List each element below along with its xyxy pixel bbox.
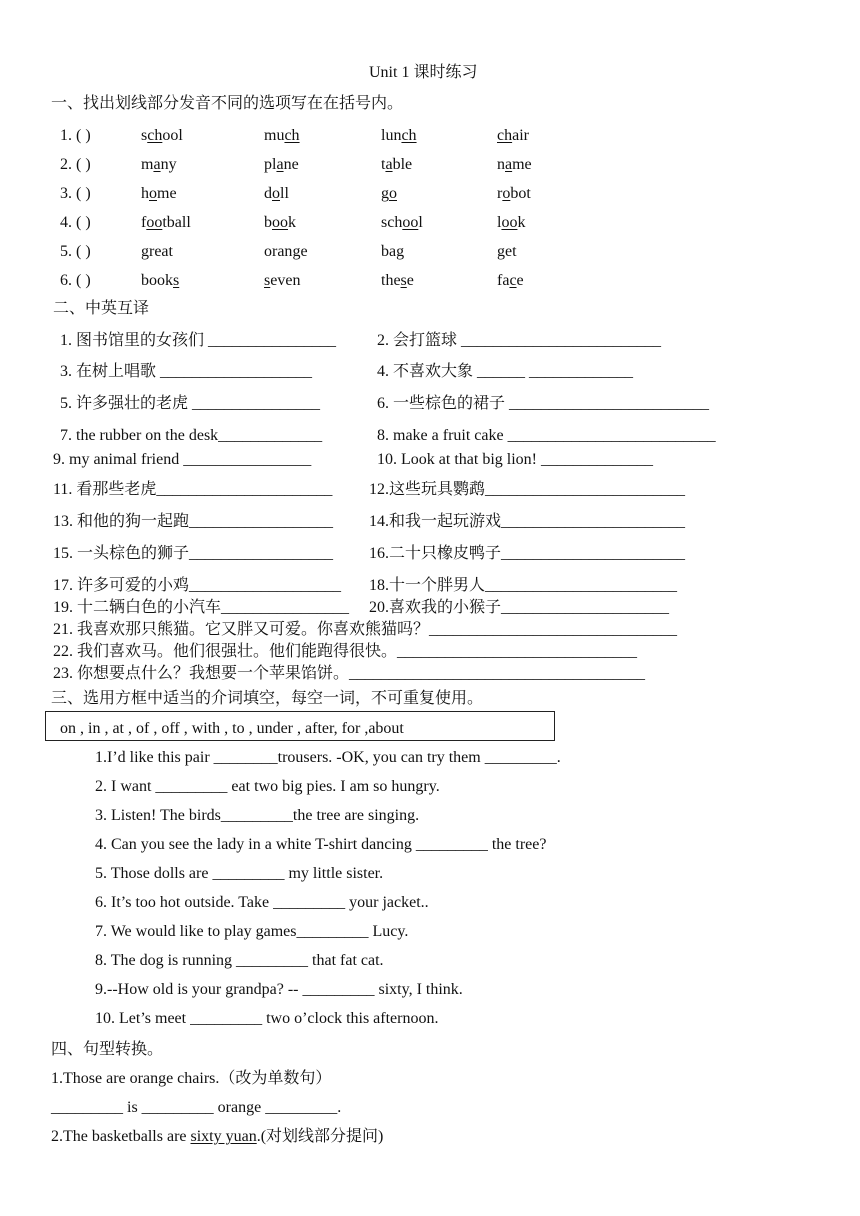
underlined-letters: g (292, 243, 301, 260)
blank-sentence: 1.I’d like this pair ________trousers. -OK, you can try them _________. (95, 749, 561, 766)
translation-item: 20.喜欢我的小猴子_____________________ (369, 599, 670, 616)
option-word: home (141, 185, 177, 202)
option-word: many (141, 156, 177, 173)
option-word: lunch (381, 127, 417, 144)
blank-sentence: 5. Those dolls are _________ my little sister. (95, 865, 384, 882)
underlined-letters: o (149, 185, 157, 202)
option-word: bag (381, 243, 405, 260)
blank-sentence: 9.--How old is your grandpa? -- _________ sixty, I think. (95, 981, 463, 998)
option-word: table (381, 156, 413, 173)
underlined-letters: o (389, 185, 397, 202)
option-word: go (381, 185, 397, 202)
option-word: orange (264, 243, 308, 260)
option-word: much (264, 127, 300, 144)
underlined-letters: s (264, 272, 271, 289)
preposition-list: on , in , at , of , off , with , to , under , after, for ,about (60, 720, 404, 737)
underlined-letters: c (509, 272, 517, 289)
answer-bracket: 5. ( ) (60, 243, 91, 260)
underlined-letters: oo (146, 214, 163, 231)
underlined-letters: ch (284, 127, 300, 144)
translation-item: 2. 会打篮球 _________________________ (377, 332, 662, 349)
option-word: school (381, 214, 423, 231)
underlined-letters: a (276, 156, 284, 173)
section3-heading: 三、选用方框中适当的介词填空，每空一词，不可重复使用。 (51, 690, 484, 707)
translation-item: 13. 和他的狗一起跑__________________ (53, 513, 334, 530)
option-word: these (381, 272, 414, 289)
translation-item: 15. 一头棕色的狮子__________________ (53, 545, 334, 562)
option-word: name (497, 156, 532, 173)
transform-question-1: 1.Those are orange chairs.（改为单数句） (51, 1070, 332, 1087)
translation-item: 6. 一些棕色的裙子 _________________________ (377, 395, 710, 412)
option-word: plane (264, 156, 299, 173)
option-word: get (497, 243, 517, 260)
translation-item: 7. the rubber on the desk_____________ (60, 427, 323, 444)
underlined-letters: oo (272, 214, 288, 231)
translation-item: 8. make a fruit cake __________________________ (377, 427, 716, 444)
translation-item: 16.二十只橡皮鸭子_______________________ (369, 545, 686, 562)
blank-sentence: 3. Listen! The birds_________the tree are singing. (95, 807, 420, 824)
underlined-letters: g (497, 243, 505, 260)
section4-heading: 四、句型转换。 (51, 1041, 164, 1058)
underlined-letters: a (153, 156, 161, 173)
section1-heading: 一、找出划线部分发音不同的选项写在在括号内。 (51, 95, 404, 112)
option-word: school (141, 127, 183, 144)
translation-item: 14.和我一起玩游戏_______________________ (369, 513, 686, 530)
answer-bracket: 3. ( ) (60, 185, 91, 202)
underlined-letters: a (505, 156, 513, 173)
translation-item: 21. 我喜欢那只熊猫。它又胖又可爱。你喜欢熊猫吗？_______________________________ (53, 621, 678, 638)
transform-question-2 (51, 1129, 383, 1145)
underlined-letters: oo (402, 214, 419, 231)
translation-item: 22. 我们喜欢马。他们很强壮。他们能跑得很快。______________________________ (53, 643, 638, 660)
translation-item: 18.十一个胖男人________________________ (369, 577, 678, 594)
option-word: doll (264, 185, 289, 202)
option-word: books (141, 272, 180, 289)
translation-item: 10. Look at that big lion! ______________ (377, 451, 653, 468)
underlined-letters: a (385, 156, 393, 173)
underlined-letters: oo (501, 214, 518, 231)
option-word: look (497, 214, 526, 231)
blank-sentence: 8. The dog is running _________ that fat cat. (95, 952, 384, 969)
blank-sentence: 4. Can you see the lady in a white T-shirt dancing _________ the tree? (95, 836, 547, 853)
blank-sentence: 7. We would like to play games_________ Lucy. (95, 923, 409, 940)
option-word: great (141, 243, 173, 260)
underlined-letters: g (396, 243, 405, 260)
q2-text: 2.The basketballs are (51, 1128, 191, 1145)
underlined-letters: s (173, 272, 180, 289)
q2-note: .(对划线部分提问) (256, 1128, 384, 1145)
translation-item: 9. my animal friend ________________ (53, 451, 312, 468)
translation-item: 12.这些玩具鹦鹉_________________________ (369, 481, 686, 498)
translation-item: 19. 十二辆白色的小汽车________________ (53, 599, 350, 616)
blank-sentence: 2. I want _________ eat two big pies. I am so hungry. (95, 778, 440, 795)
option-word: seven (264, 272, 301, 289)
section2-heading: 二、中英互译 (53, 300, 150, 317)
option-word: face (497, 272, 524, 289)
transform-answer-1: _________ is _________ orange _________. (51, 1099, 342, 1116)
underlined-letters: g (141, 243, 149, 260)
q2-underlined: sixty yuan (190, 1128, 257, 1145)
blank-sentence: 10. Let’s meet _________ two o’clock this afternoon. (95, 1010, 439, 1027)
answer-bracket: 1. ( ) (60, 127, 91, 144)
page-title: Unit 1 课时练习 (369, 64, 478, 81)
translation-item: 23. 你想要点什么？我想要一个苹果馅饼。_____________________________________ (53, 665, 646, 682)
underlined-letters: ch (497, 127, 513, 144)
underlined-letters: ch (147, 127, 163, 144)
translation-item: 4. 不喜欢大象 ______ _____________ (377, 363, 634, 380)
translation-item: 1. 图书馆里的女孩们 ________________ (60, 332, 337, 349)
translation-item: 17. 许多可爱的小鸡___________________ (53, 577, 342, 594)
answer-bracket: 4. ( ) (60, 214, 91, 231)
underlined-letters: ch (401, 127, 417, 144)
translation-item: 11. 看那些老虎______________________ (53, 481, 333, 498)
option-word: book (264, 214, 296, 231)
option-word: chair (497, 127, 529, 144)
translation-item: 5. 许多强壮的老虎 ________________ (60, 395, 321, 412)
blank-sentence: 6. It’s too hot outside. Take _________ your jacket.. (95, 894, 429, 911)
translation-item: 3. 在树上唱歌 ___________________ (60, 363, 313, 380)
option-word: football (141, 214, 191, 231)
option-word: robot (497, 185, 531, 202)
answer-bracket: 6. ( ) (60, 272, 91, 289)
underlined-letters: o (502, 185, 511, 202)
answer-bracket: 2. ( ) (60, 156, 91, 173)
underlined-letters: s (400, 272, 407, 289)
underlined-letters: o (272, 185, 280, 202)
